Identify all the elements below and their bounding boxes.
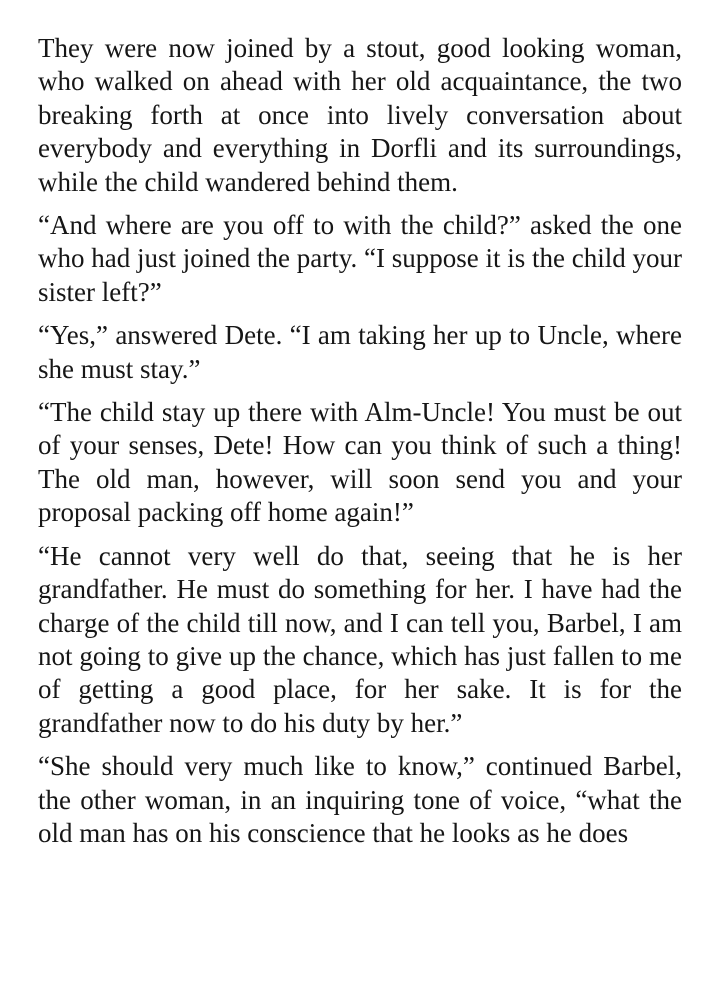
paragraph: “And where are you off to with the child?” asked the one who had just joined the party. “I suppose it is the child your sister left?” — [38, 210, 682, 307]
paragraph: They were now joined by a stout, good looking woman, who walked on ahead with her old acquaintance, the two breaking forth at once into lively conversation about everybody and everything in Dorfli and its surroundings, while the child wandered behind them. — [38, 33, 682, 197]
paragraph: “She should very much like to know,” continued Barbel, the other woman, in an inquiring tone of voice, “what the old man has on his conscience that he looks as he does — [38, 751, 682, 848]
paragraph: “The child stay up there with Alm-Uncle! You must be out of your senses, Dete! How can you think of such a thing! The old man, however, will soon send you and your proposal packing off home again!” — [38, 397, 682, 528]
paragraph: “He cannot very well do that, seeing that he is her grandfather. He must do something for her. I have had the charge of the child till now, and I can tell you, Barbel, I am not going to give up the chance, which has just fallen to me of getting a good place, for her sake. It is for the grandfather now to do his duty by her.” — [38, 540, 682, 738]
paragraph: “Yes,” answered Dete. “I am taking her up to Uncle, where she must stay.” — [38, 320, 682, 384]
